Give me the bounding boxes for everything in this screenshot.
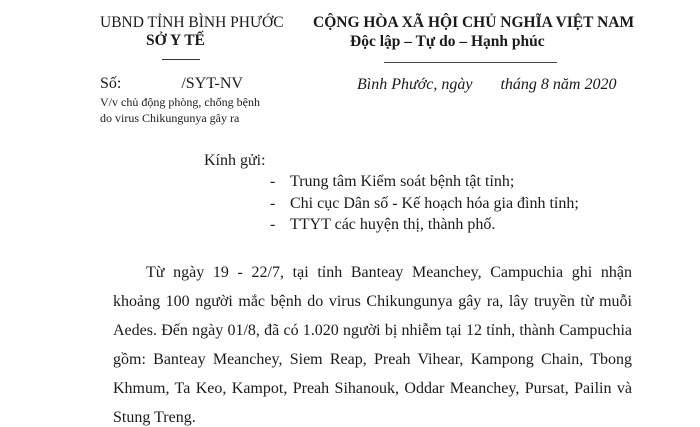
recipient-text: TTYT các huyện thị, thành phố. — [290, 216, 496, 233]
department-name: SỞ Y TẾ — [146, 32, 205, 49]
bullet-dash: - — [270, 195, 276, 212]
national-title: CỘNG HÒA XÃ HỘI CHỦ NGHĨA VIỆT NAM — [313, 14, 635, 31]
recipients-label: Kính gửi: — [204, 152, 266, 169]
recipient-text: Chi cục Dân số - Kế hoạch hóa gia đình tỉnh; — [290, 195, 579, 212]
header-left-divider — [162, 59, 200, 60]
recipient-text: Trung tâm Kiểm soát bệnh tật tỉnh; — [290, 173, 515, 190]
recipient-item — [270, 195, 579, 213]
national-motto: Độc lập – Tự do – Hạnh phúc — [350, 33, 545, 50]
recipient-item — [270, 173, 514, 191]
header-right-divider — [384, 62, 557, 63]
document-date — [357, 76, 616, 94]
bullet-dash: - — [270, 173, 276, 190]
subject-line-1: V/v chủ động phòng, chống bệnh — [100, 95, 260, 109]
body-line: Khmum, Ta Keo, Kampot, Preah Sihanouk, Oddar Meanchey, Pursat, Pailin và — [113, 380, 632, 397]
issuing-authority: UBND TỈNH BÌNH PHƯỚC — [100, 14, 284, 31]
date-place-day: Bình Phước, ngày — [357, 76, 473, 93]
bullet-dash: - — [270, 216, 276, 233]
body-line: Aedes. Đến ngày 01/8, đã có 1.020 người bị nhiễm tại 12 tỉnh, thành Campuchia — [113, 322, 632, 339]
body-line: khoảng 100 người mắc bệnh do virus Chikungunya gây ra, lây truyền từ muỗi — [113, 293, 632, 310]
body-line: gồm: Banteay Meanchey, Siem Reap, Preah Vihear, Kampong Chain, Tbong — [113, 351, 632, 368]
document-number-label: Số: — [100, 75, 122, 92]
date-month-year: tháng 8 năm 2020 — [500, 76, 617, 93]
body-line: Stung Treng. — [113, 409, 196, 426]
document-number-code: /SYT-NV — [181, 75, 243, 92]
subject-line-2: do virus Chikungunya gây ra — [100, 111, 240, 125]
document-number — [100, 75, 243, 93]
recipient-item — [270, 216, 495, 234]
body-line: Từ ngày 19 - 22/7, tại tỉnh Banteay Meanchey, Campuchia ghi nhận — [146, 264, 632, 281]
